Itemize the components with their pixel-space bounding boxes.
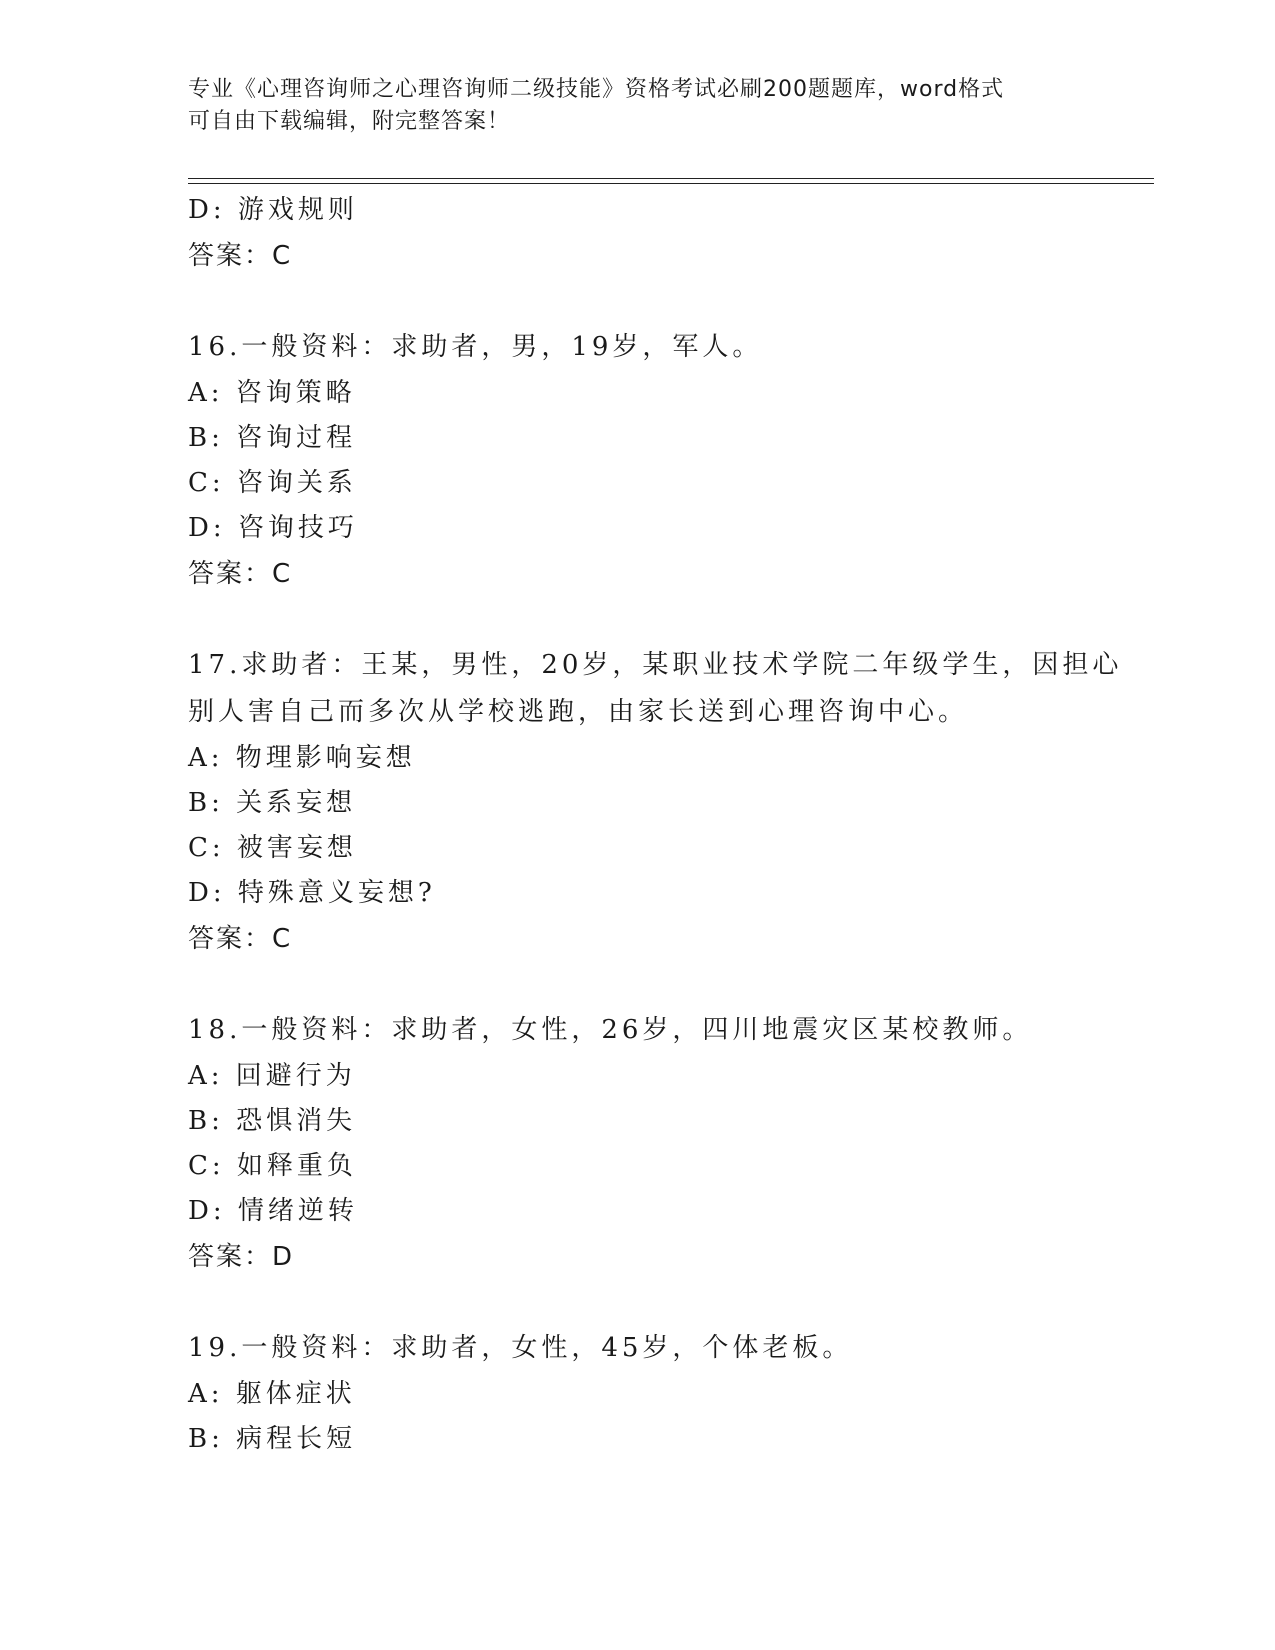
option-a: A: 躯体症状 bbox=[188, 1379, 356, 1409]
question-stem: 19.一般资料：求助者，女性，45岁，个体老板。 bbox=[188, 1333, 853, 1363]
question-19 bbox=[188, 1325, 1108, 1462]
spacer bbox=[188, 597, 1108, 642]
option-c: C: 咨询关系 bbox=[188, 468, 357, 498]
option-a: A: 物理影响妄想 bbox=[188, 743, 416, 773]
option-b: B: 恐惧消失 bbox=[188, 1106, 357, 1136]
answer-line: 答案：C bbox=[188, 241, 293, 271]
answer-line: 答案：D bbox=[188, 1242, 295, 1272]
option-a: A: 回避行为 bbox=[188, 1061, 356, 1091]
spacer bbox=[188, 1280, 1108, 1325]
question-stem: 18.一般资料：求助者，女性，26岁，四川地震灾区某校教师。 bbox=[188, 1015, 1033, 1045]
answer-line: 答案：C bbox=[188, 924, 293, 954]
option-d: D: 情绪逆转 bbox=[188, 1196, 358, 1226]
header-divider-top bbox=[188, 178, 1154, 179]
previous-question-tail bbox=[188, 188, 1108, 279]
question-stem-continued: 别人害自己而多次从学校逃跑，由家长送到心理咨询中心。 bbox=[188, 697, 969, 727]
option-a: A: 咨询策略 bbox=[188, 378, 356, 408]
header-divider-bottom bbox=[188, 183, 1154, 184]
question-18 bbox=[188, 1007, 1108, 1280]
option-c: C: 如释重负 bbox=[188, 1151, 357, 1181]
option-b: B: 关系妄想 bbox=[188, 788, 357, 818]
option-d: D: 游戏规则 bbox=[188, 195, 358, 225]
page-header bbox=[188, 74, 1088, 138]
option-b: B: 咨询过程 bbox=[188, 423, 357, 453]
option-c: C: 被害妄想 bbox=[188, 833, 357, 863]
answer-line: 答案：C bbox=[188, 559, 293, 589]
spacer bbox=[188, 962, 1108, 1007]
option-b: B: 病程长短 bbox=[188, 1424, 357, 1454]
question-stem: 17.求助者：王某，男性，20岁，某职业技术学院二年级学生，因担心 bbox=[188, 650, 1123, 680]
header-title-line-2: 可自由下载编辑，附完整答案！ bbox=[188, 109, 511, 134]
spacer bbox=[188, 279, 1108, 324]
question-16 bbox=[188, 324, 1108, 597]
question-stem: 16.一般资料：求助者，男，19岁，军人。 bbox=[188, 332, 763, 362]
option-d: D: 特殊意义妄想? bbox=[188, 878, 436, 908]
document-body bbox=[188, 188, 1123, 1462]
question-17 bbox=[188, 642, 1123, 962]
option-d: D: 咨询技巧 bbox=[188, 513, 358, 543]
header-title-line-1: 专业《心理咨询师之心理咨询师二级技能》资格考试必刷200题题库，word格式 bbox=[188, 77, 1005, 102]
